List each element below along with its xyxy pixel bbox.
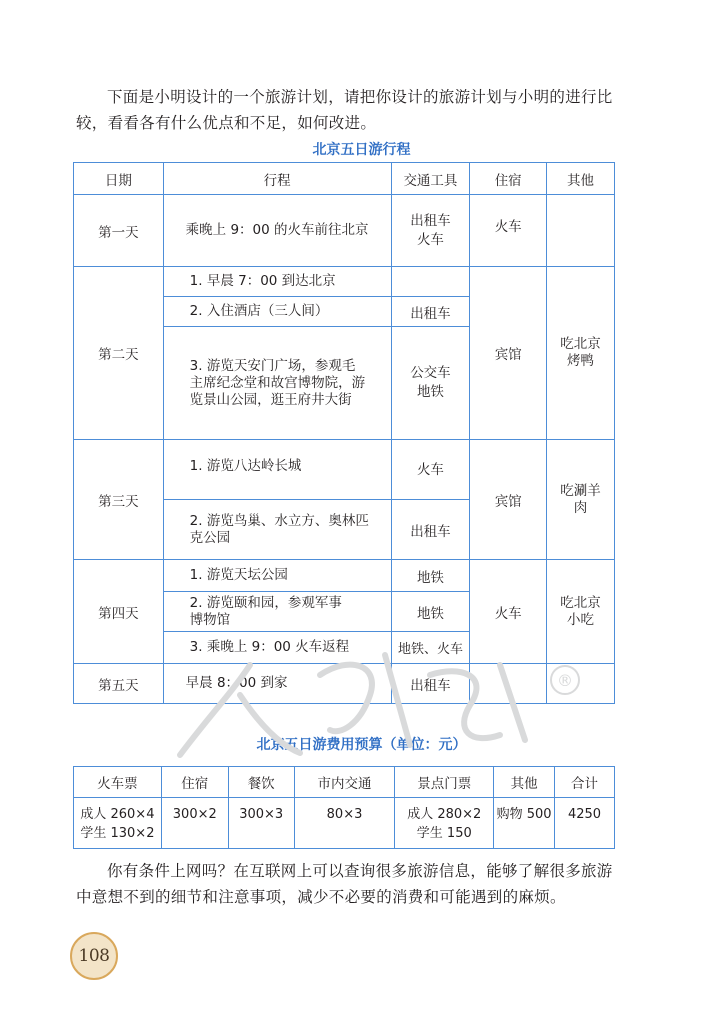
trip-text: 2. 游览颐和园，参观军事博物馆 <box>189 594 342 628</box>
header-other: 其他 <box>494 767 555 798</box>
transport-cell: 火车 <box>391 440 470 500</box>
transport-item: 出租车 <box>410 212 451 229</box>
other-cell <box>547 195 615 267</box>
table-row <box>74 267 615 297</box>
other-cell <box>547 267 615 440</box>
header-tickets: 景点门票 <box>395 767 494 798</box>
train-cost <box>74 798 162 849</box>
trip-cell: 早晨 8：00 到家 <box>163 664 391 704</box>
trip-cell: 3. 乘晚上 9：00 火车返程 <box>163 632 391 664</box>
ticket-cost-student: 学生 150 <box>416 826 472 841</box>
header-total: 合计 <box>555 767 615 798</box>
transport-cell: 地铁、火车 <box>391 632 470 664</box>
day-label: 第四天 <box>74 560 164 664</box>
trip-text: 2. 游览鸟巢、水立方、奥林匹克公园 <box>189 512 369 546</box>
header-local-transport: 市内交通 <box>294 767 395 798</box>
table-row <box>74 560 615 592</box>
other-text: 吃涮羊肉 <box>560 482 601 516</box>
page-number: 108 <box>70 932 118 980</box>
other-text: 吃北京小吃 <box>560 594 601 628</box>
budget-row <box>74 798 615 849</box>
lodging-cell: 火车 <box>470 560 547 664</box>
train-cost-student: 学生 130×2 <box>80 826 155 841</box>
outro-paragraph: 你有条件上网吗？在互联网上可以查询很多旅游信息，能够了解很多旅游中意想不到的细节和注意事项，减少不必要的消费和可能遇到的麻烦。 <box>76 862 613 906</box>
transport-cell: 地铁 <box>391 560 470 592</box>
header-date: 日期 <box>74 163 164 195</box>
table-row <box>74 440 615 500</box>
other-cell <box>547 664 615 704</box>
transport-cell: 出租车 <box>391 500 470 560</box>
itinerary-title: 北京五日游行程 <box>312 142 411 158</box>
trip-cell: 1. 游览八达岭长城 <box>163 440 391 500</box>
trip-cell <box>163 327 391 440</box>
other-cell <box>547 560 615 664</box>
day-label: 第三天 <box>74 440 164 560</box>
intro-paragraph: 下面是小明设计的一个旅游计划，请把你设计的旅游计划与小明的进行比较，看看各有什么优点和不足，如何改进。 <box>76 88 613 132</box>
budget-header-row <box>74 767 615 798</box>
day-label: 第二天 <box>74 267 164 440</box>
total-cost: 4250 <box>555 798 615 849</box>
transport-item: 公交车 <box>410 365 451 381</box>
transport-cell: 出租车 <box>391 297 470 327</box>
ticket-cost <box>395 798 494 849</box>
budget-title: 北京五日游费用预算（单位：元） <box>256 737 467 753</box>
transport-cell <box>391 327 470 440</box>
transport-cell: 地铁 <box>391 592 470 632</box>
header-trip: 行程 <box>163 163 391 195</box>
header-train: 火车票 <box>74 767 162 798</box>
lodging-cell <box>470 664 547 704</box>
budget-table <box>73 766 615 849</box>
transport-cell: 出租车 <box>391 664 470 704</box>
other-cost: 购物 500 <box>494 798 555 849</box>
transport-item: 地铁 <box>416 384 444 400</box>
header-lodging: 住宿 <box>161 767 228 798</box>
trip-cell: 1. 游览天坛公园 <box>163 560 391 592</box>
registered-mark: ® <box>557 671 573 690</box>
trip-cell: 2. 入住酒店（三人间） <box>163 297 391 327</box>
food-cost: 300×3 <box>228 798 294 849</box>
day-label: 第五天 <box>74 664 164 704</box>
lodging-cell: 宾馆 <box>470 267 547 440</box>
transport-item: 火车 <box>416 231 444 248</box>
train-cost-adult: 成人 260×4 <box>80 807 155 822</box>
table-row <box>74 664 615 704</box>
lodging-cost: 300×2 <box>161 798 228 849</box>
trip-cell: 乘晚上 9：00 的火车前往北京 <box>163 195 391 267</box>
transport-cell <box>391 195 470 267</box>
itinerary-header-row <box>74 163 615 195</box>
transport-cell <box>391 267 470 297</box>
itinerary-table <box>73 162 615 704</box>
lodging-cell: 火车 <box>470 195 547 267</box>
lodging-cell: 宾馆 <box>470 440 547 560</box>
day-label: 第一天 <box>74 195 164 267</box>
header-food: 餐饮 <box>228 767 294 798</box>
trip-text: 3. 游览天安门广场，参观毛主席纪念堂和故宫博物院，游览景山公园，逛王府井大街 <box>189 357 366 408</box>
trip-cell <box>163 592 391 632</box>
header-transport: 交通工具 <box>391 163 470 195</box>
ticket-cost-adult: 成人 280×2 <box>407 807 482 822</box>
other-text: 吃北京烤鸭 <box>560 336 601 369</box>
other-cell <box>547 440 615 560</box>
header-lodging: 住宿 <box>470 163 547 195</box>
table-row <box>74 195 615 267</box>
trip-cell <box>163 500 391 560</box>
local-transport-cost: 80×3 <box>294 798 395 849</box>
trip-cell: 1. 早晨 7：00 到达北京 <box>163 267 391 297</box>
header-other: 其他 <box>547 163 615 195</box>
